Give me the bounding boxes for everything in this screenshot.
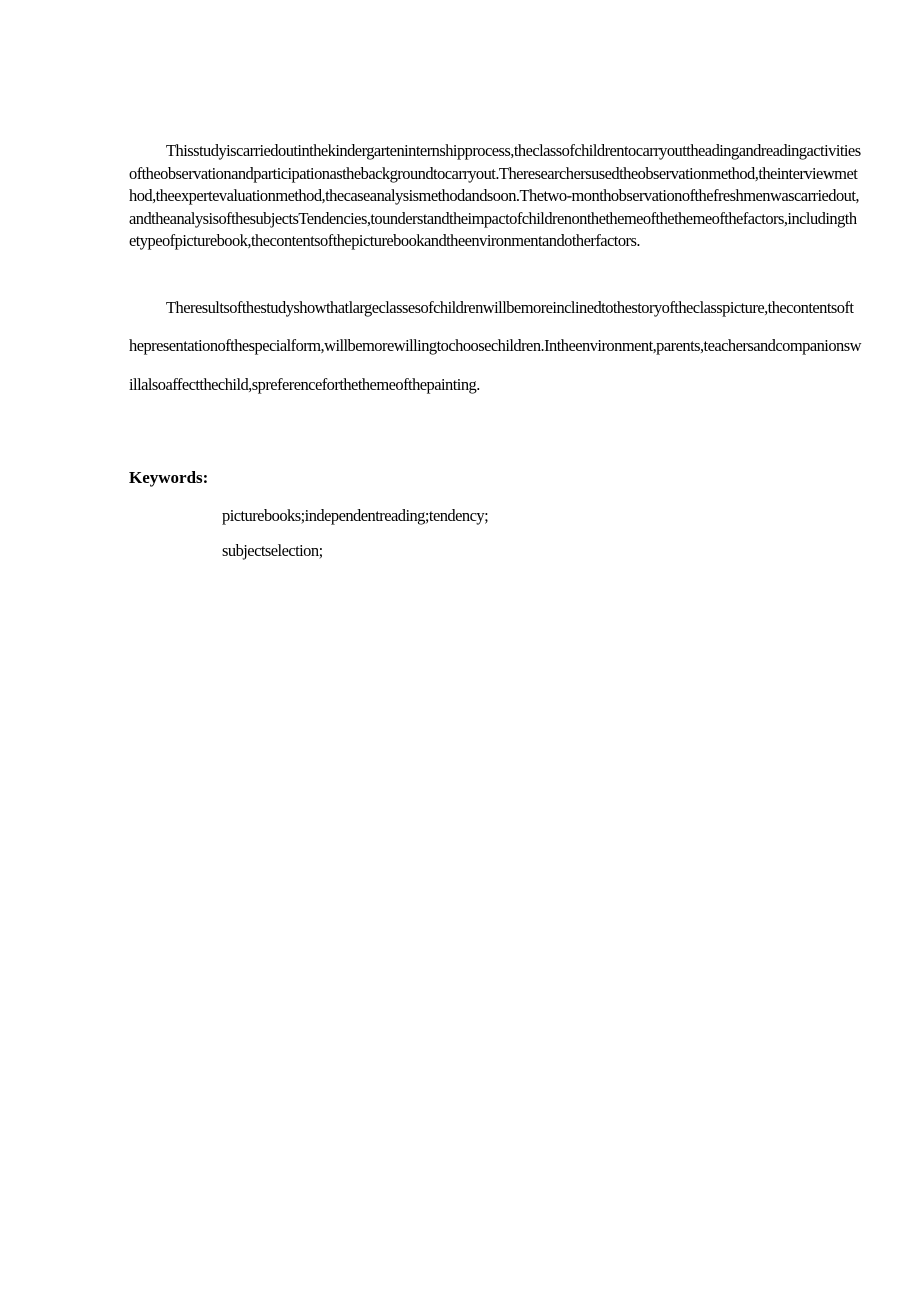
keywords-label: Keywords: [129, 468, 209, 487]
keywords-line-1: picturebooks;independentreading;tendency; [222, 506, 489, 525]
abstract-paragraph-1: Thisstudyiscarriedoutinthekindergarteninternshipprocess,theclassofchildrentocarryouttheadingandreadingactivitiesoftheobservationandparticipationasthebackgroundtocarryout.Theresearchersusedtheobservationmethod,theinterviewmethod,theexpertevaluationmethod,thecaseanalysismethodandsoon.Thetwo-monthobservationofthefreshmenwascarriedout,andtheanalysisofthesubjectsTendencies,tounderstandtheimpactofchildrenonthethemeofthethemeofthefactors,includingthetypeofpicturebook,thecontentsofthepicturebookandtheenvironmentandotherfactors. [129, 141, 861, 251]
abstract-paragraph-2: Theresultsofthestudyshowthatlargeclassesofchildrenwillbemoreinclinedtothestoryoftheclasspicture,thecontentsofthepresentationofthespecialform,willbemorewillingtochoosechildren.Intheenvironment,parents,teachersandcompanionswillalsoaffectthechild,spreferenceforthethemeofthepainting. [129, 298, 861, 394]
keywords-line-2: subjectselection; [222, 541, 323, 560]
